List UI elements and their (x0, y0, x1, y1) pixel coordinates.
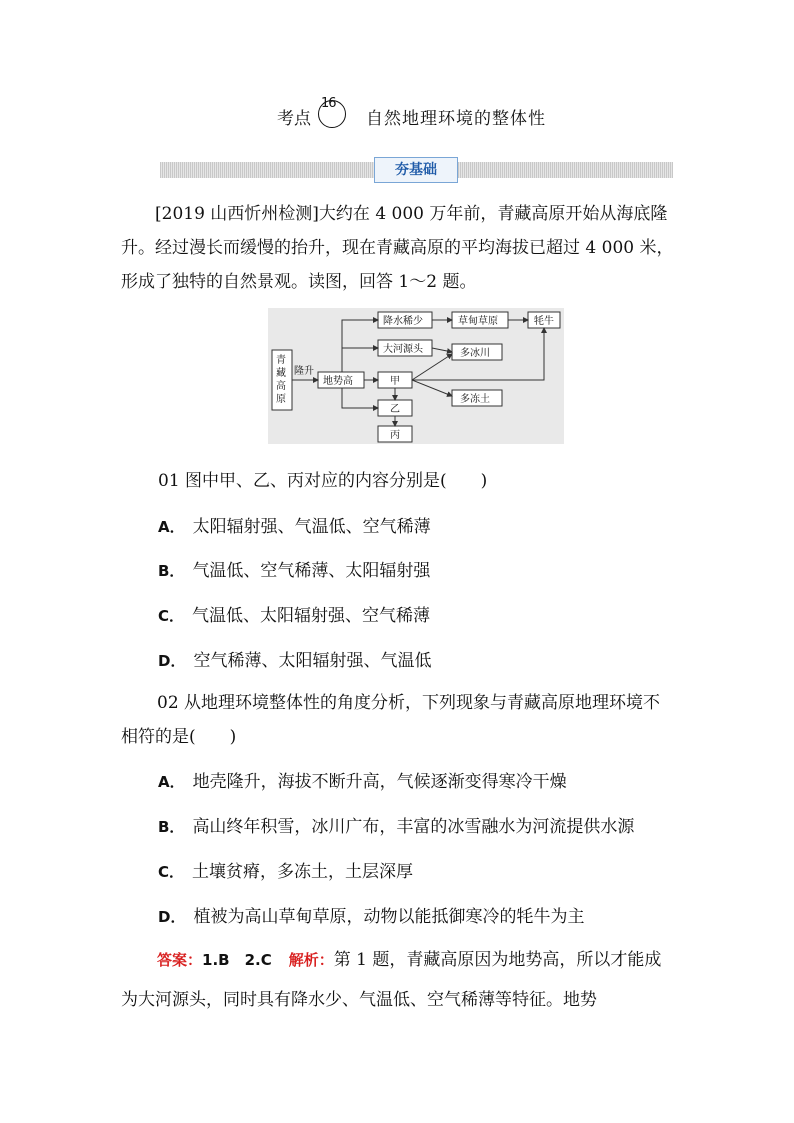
label-qingzang-3: 高 (276, 381, 286, 392)
analysis-text: 第 1 题，青藏高原因为地势高，所以才能成为大河源头，同时具有降水少、气温低、空气稀薄等特征。地势 (121, 950, 662, 1010)
q1-option-b: B． 气温低、空气稀薄、太阳辐射强 (158, 561, 431, 581)
question-1-stem: 01 图中甲、乙、丙对应的内容分别是( ) (158, 471, 488, 491)
answer-paragraph (121, 940, 677, 1020)
q1-option-c: C． 气温低、太阳辐射强、空气稀薄 (158, 606, 431, 626)
answer-values: 1.B 2.C (202, 951, 272, 969)
label-yi: 乙 (390, 404, 400, 415)
question-2-stem: 02 从地理环境整体性的角度分析，下列现象与青藏高原地理环境不相符的是( ) (121, 693, 661, 747)
label-dishigao: 地势高 (323, 376, 353, 387)
analysis-label: 解析： (288, 951, 334, 969)
intro-paragraph: [2019 山西忻州检测]大约在 4 000 万年前，青藏高原开始从海底隆升。经过漫长而缓慢的抬升，现在青藏高原的平均海拔已超过 4 000 米，形成了独特的自然景观。读图，回答 1～2 题。 (121, 204, 674, 292)
q2-option-c: C． 土壤贫瘠，多冻土，土层深厚 (158, 862, 414, 882)
label-maoniu: 牦牛 (534, 316, 554, 327)
section-label: 夯基础 (374, 157, 458, 183)
label-jiangshui: 降水稀少 (383, 316, 423, 327)
q1-option-a: A． 太阳辐射强、气温低、空气稀薄 (158, 517, 431, 537)
label-bing: 丙 (390, 430, 400, 441)
q2-option-d: D． 植被为高山草甸草原，动物以能抵御寒冷的牦牛为主 (158, 907, 585, 927)
label-qingzang-4: 原 (276, 394, 286, 405)
header-number: 16 (321, 96, 336, 111)
label-qingzang-1: 青 (276, 355, 286, 366)
label-dahe: 大河源头 (383, 344, 423, 355)
header-prefix: 考点 (277, 109, 311, 129)
label-duobing: 多冰川 (460, 348, 490, 359)
answer-label: 答案： (157, 951, 203, 969)
label-qingzang-2: 藏 (276, 368, 286, 379)
q1-option-d: D． 空气稀薄、太阳辐射强、气温低 (158, 651, 432, 671)
label-jia: 甲 (390, 376, 400, 387)
label-duodong: 多冻土 (460, 394, 490, 405)
label-caodian: 草甸草原 (458, 316, 498, 327)
label-longsheng: 隆升 (294, 366, 314, 377)
page-title: 自然地理环境的整体性 (366, 109, 546, 129)
q2-option-b: B． 高山终年积雪，冰川广布，丰富的冰雪融水为河流提供水源 (158, 817, 635, 837)
q2-option-a: A． 地壳隆升，海拔不断升高，气候逐渐变得寒冷干燥 (158, 772, 567, 792)
flow-diagram (268, 308, 564, 444)
